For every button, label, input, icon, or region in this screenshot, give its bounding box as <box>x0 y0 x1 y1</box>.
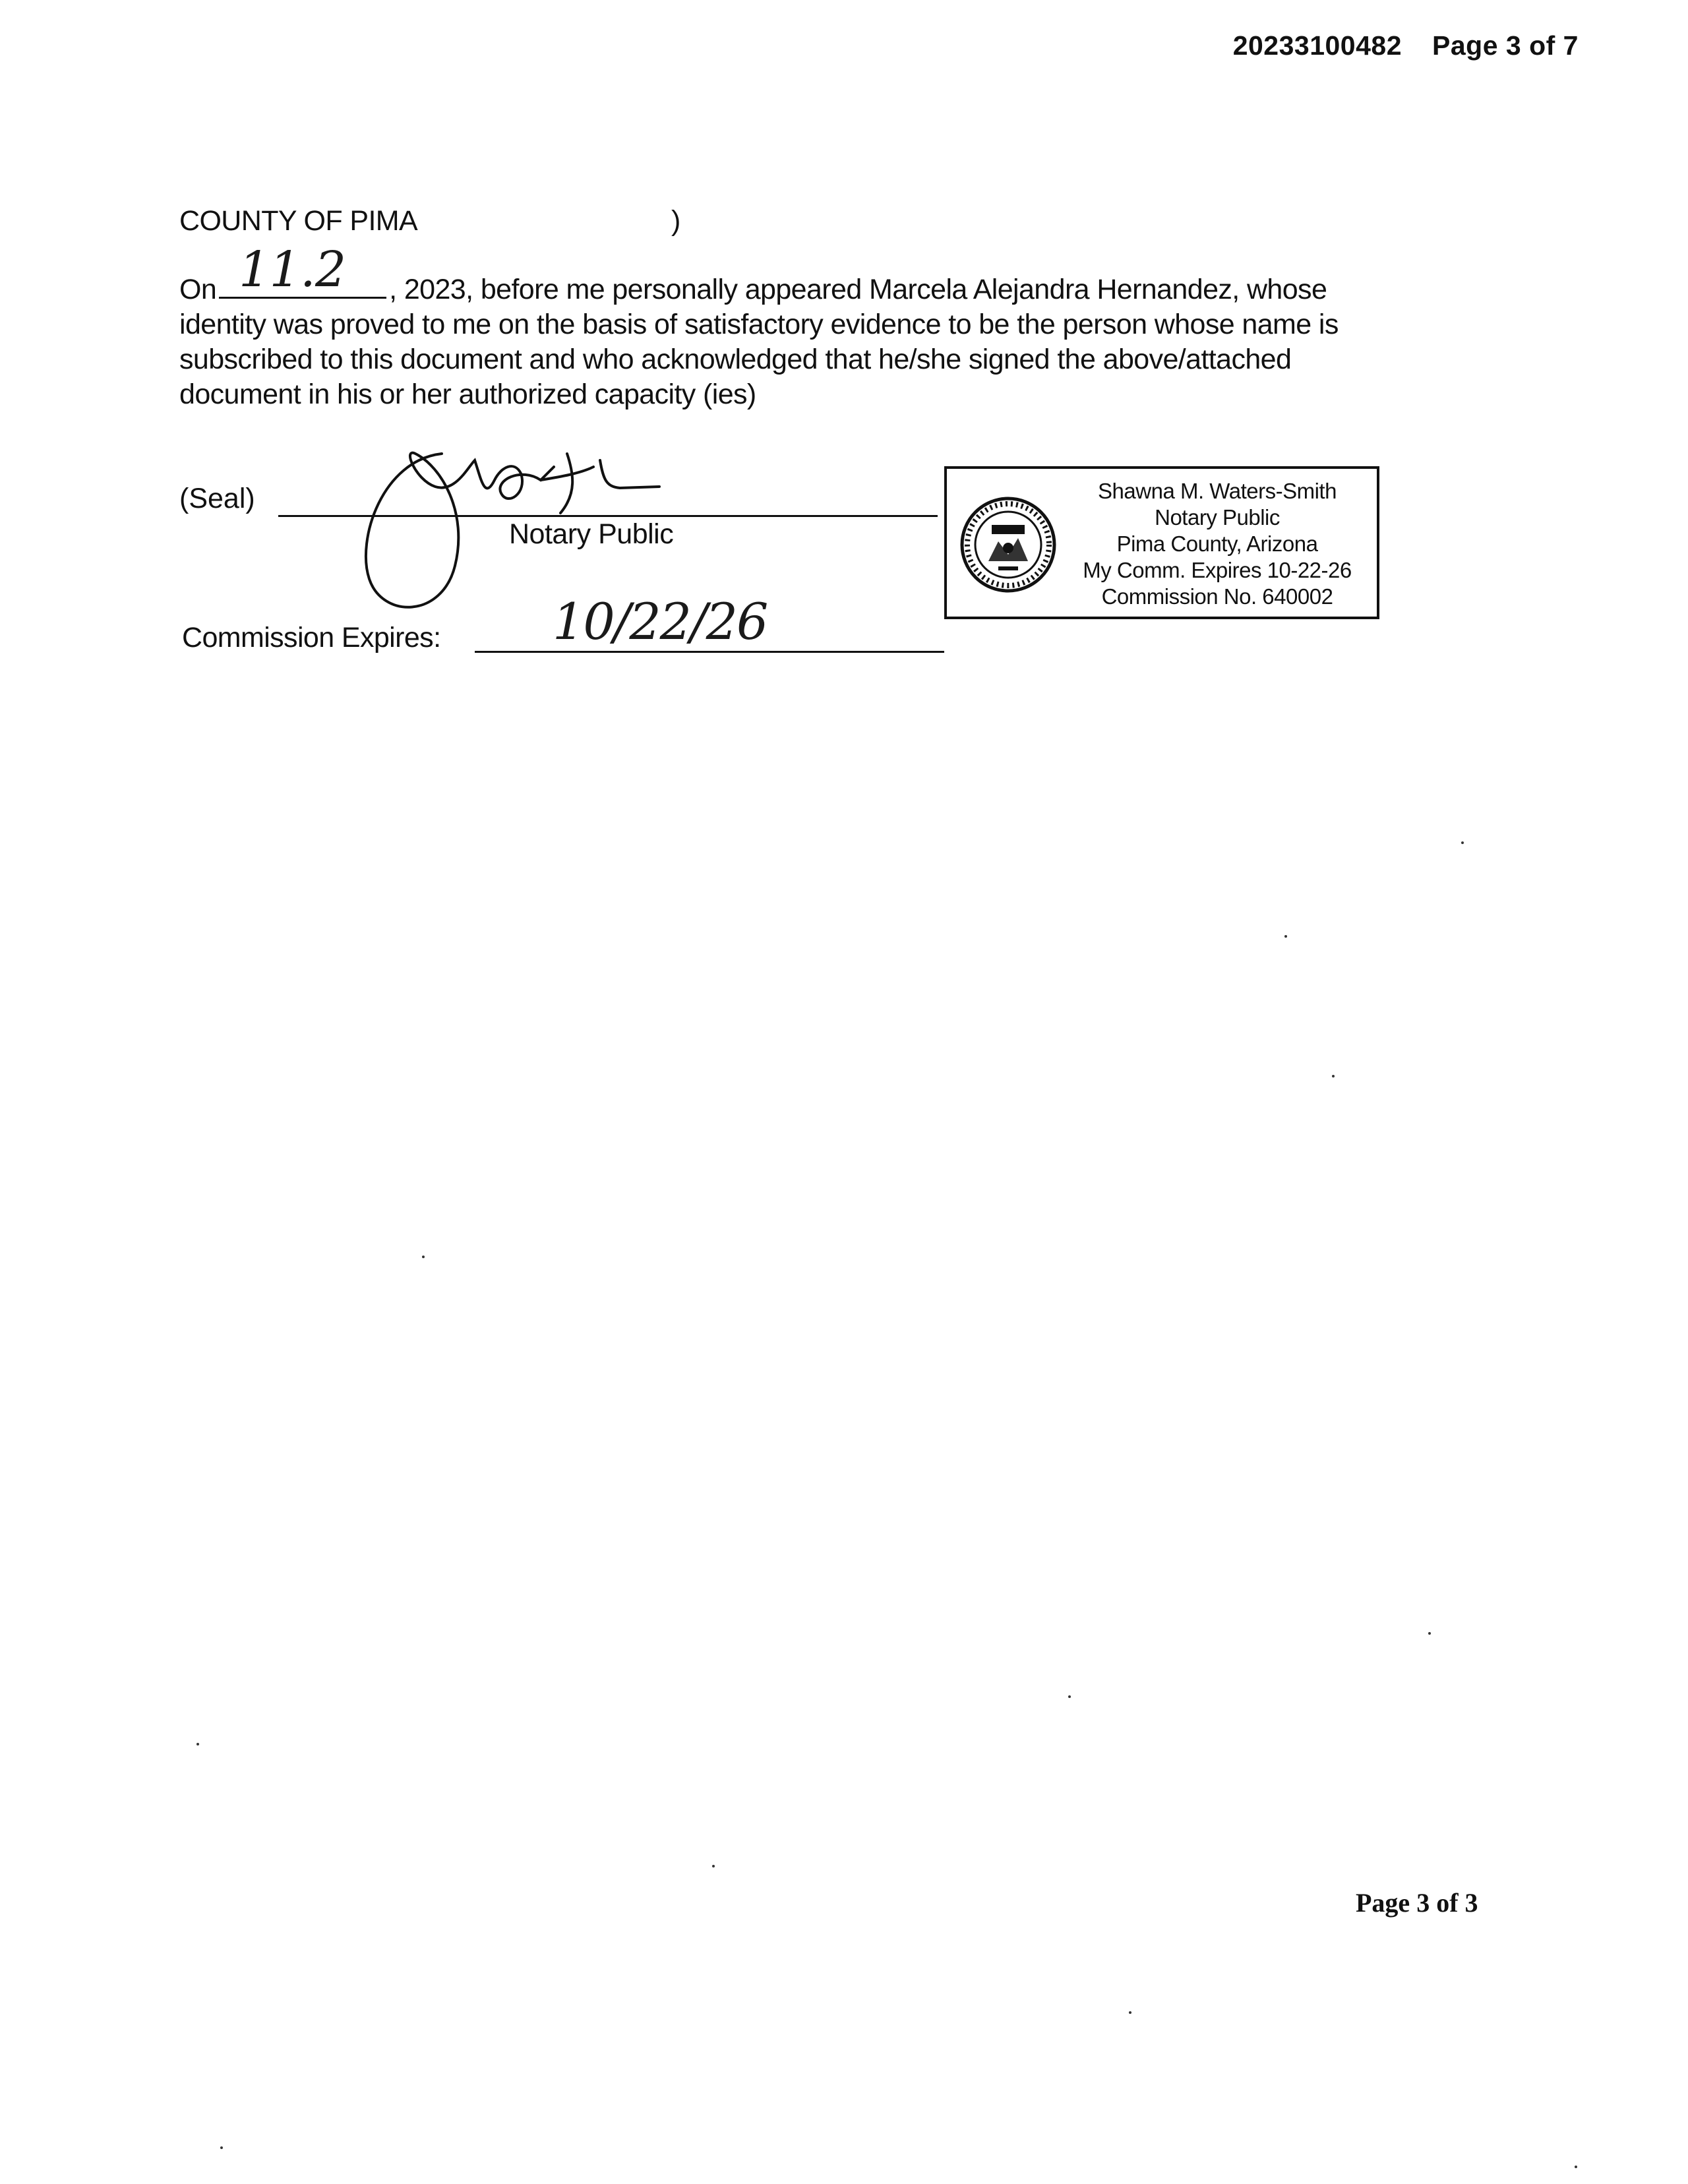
scan-speck <box>422 1256 425 1258</box>
scan-speck <box>1428 1632 1431 1635</box>
scan-speck <box>1461 841 1464 844</box>
scan-speck <box>1068 1695 1071 1698</box>
date-blank <box>219 241 386 299</box>
commission-expires-label: Commission Expires: <box>182 622 441 653</box>
acknowledgment-line-4: document in his or her authorized capacity (ies) <box>179 379 756 410</box>
acknowledgment-line-3: subscribed to this document and who acknowledged that he/she signed the above/attached <box>179 344 1292 375</box>
scan-speck <box>1332 1075 1335 1077</box>
seal-label: (Seal) <box>179 483 255 514</box>
arizona-state-seal-icon <box>959 495 1058 594</box>
scan-speck <box>220 2146 223 2149</box>
notary-stamp <box>944 466 1379 619</box>
commission-expires-handwritten: 10/22/26 <box>553 592 768 651</box>
scan-speck <box>1129 2011 1131 2014</box>
on-label: On <box>179 274 217 305</box>
document-header <box>1233 30 1579 61</box>
scan-speck <box>712 1865 715 1867</box>
stamp-name: Shawna M. Waters-Smith <box>1098 479 1337 503</box>
handwritten-date: 11.2 <box>239 241 346 298</box>
footer-page-indicator: Page 3 of 3 <box>1356 1888 1478 1918</box>
acknowledgment-line-1-rest: , 2023, before me personally appeared Marcela Alejandra Hernandez, whose <box>389 274 1327 305</box>
acknowledgment-paragraph <box>179 241 1498 412</box>
acknowledgment-line-1 <box>179 241 1498 307</box>
page-indicator: Page 3 of 7 <box>1432 30 1579 61</box>
stamp-commission-number: Commission No. 640002 <box>1101 584 1333 609</box>
stamp-expires: My Comm. Expires 10-22-26 <box>1083 558 1352 582</box>
scan-speck <box>196 1743 199 1745</box>
scan-speck <box>1284 935 1287 938</box>
stamp-title: Notary Public <box>1155 505 1280 530</box>
notary-public-label: Notary Public <box>509 518 674 550</box>
county-paren: ) <box>671 205 681 237</box>
commission-expires-line <box>475 651 944 653</box>
county-line: COUNTY OF PIMA <box>179 205 418 237</box>
document-number: 20233100482 <box>1232 30 1402 61</box>
stamp-county: Pima County, Arizona <box>1116 531 1318 556</box>
acknowledgment-line-2: identity was proved to me on the basis of satisfactory evidence to be the person whose name is <box>179 309 1339 340</box>
scan-speck <box>1575 2166 1577 2168</box>
